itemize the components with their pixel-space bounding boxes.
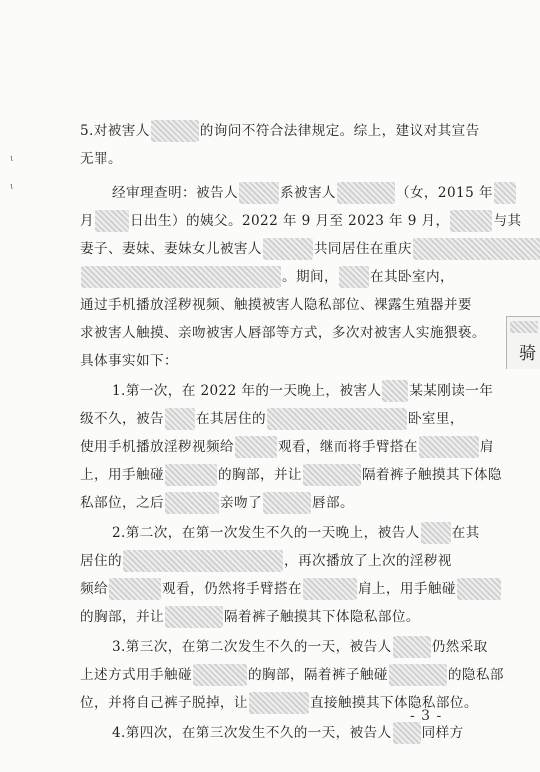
redacted-text [267,408,407,430]
text-segment: 。期间， [282,269,338,285]
text-segment: 肩 [479,439,494,455]
text-segment: 无罪。 [80,151,122,167]
text-line [80,606,420,628]
text-segment: 2.第二次，在第一次发生不久的一天晚上，被告人 [112,525,420,541]
text-segment: 肩上，用手触碰 [357,581,456,597]
redacted-text [421,522,451,544]
text-line [80,148,122,170]
page-number: - 3 - [410,708,443,724]
text-segment: 上述方式用手触碰 [80,667,192,683]
redacted-text [337,182,395,204]
redacted-text [123,550,283,572]
text-segment: 隔着裤子触摸其下体隐 [361,467,502,483]
text-segment: 观看，仍然将手臂搭在 [162,581,302,597]
text-line [80,578,502,600]
text-segment: 共同居住在重庆 [313,241,412,257]
text-line [80,266,454,288]
text-segment: 上，用手触碰 [80,467,164,483]
redacted-text [457,578,501,600]
redacted-text [235,436,277,458]
text-segment: 某某刚读一年 [409,383,494,399]
text-segment: 唇部。 [311,495,354,511]
redacted-text [95,210,129,232]
text-segment: 求被害人触摸、亲吻被害人唇部等方式，多次对被害人实施猥亵。 [80,325,486,341]
text-segment: 日出生）的姨父。2022 年 9 月至 2023 年 9 月， [130,213,450,229]
text-segment: 居住的 [80,553,122,569]
text-segment: 具体事实如下： [80,353,178,369]
text-line [80,120,480,142]
redacted-text [165,492,219,514]
text-segment: 系被害人 [279,185,336,201]
redacted-text [263,238,313,260]
text-segment: 仍然采取 [431,639,488,655]
text-segment: 的胸部，并让 [217,467,302,483]
text-line [80,664,504,686]
text-segment: 5.对被害人 [80,123,150,139]
text-segment: 观看，继而将手臂搭在 [277,439,418,455]
seal-character: 骑 [519,344,536,364]
text-line [112,722,464,744]
text-segment: 经审理查明：被告人 [112,185,238,201]
text-line [80,492,354,514]
text-segment: 亲吻了 [219,495,262,511]
redacted-text [382,380,408,402]
text-segment: 频给 [80,581,108,597]
redacted-text [151,120,199,142]
redacted-text [81,266,281,288]
text-line [112,522,480,544]
text-segment: 通过手机播放淫秽视频、触摸被害人隐私部位、裸露生殖器并要 [80,297,472,313]
redacted-seal-text [510,321,538,333]
seam-seal [506,316,540,369]
text-segment: 的胸部，并让 [80,609,164,625]
text-segment: 月 [80,213,94,229]
text-segment: 3.第三次，在第二次发生不久的一天，被告人 [112,639,392,655]
redacted-text [419,436,479,458]
text-line [112,182,517,204]
text-segment: 使用手机播放淫秽视频给 [80,439,234,455]
text-line [80,550,452,572]
text-line [80,408,464,430]
text-segment: 的胸部，隔着裤子触碰 [247,667,388,683]
text-segment: 在其卧室内， [369,269,454,285]
redacted-text [303,578,357,600]
text-line [112,636,488,658]
text-line [80,464,502,486]
redacted-text [109,578,161,600]
text-segment: 同样方 [421,725,464,741]
redacted-text [193,664,247,686]
text-segment: 在其 [451,525,480,541]
text-segment: 与其 [493,213,522,229]
redacted-text [450,210,492,232]
redacted-text [165,408,195,430]
redacted-text [494,182,516,204]
text-segment: 在其居住的 [195,411,266,427]
text-line [112,380,493,402]
text-line [80,238,540,260]
redacted-text [393,636,431,658]
redacted-text [389,664,447,686]
text-segment: ，再次播放了上次的淫秽视 [283,553,452,569]
text-segment: 卧室里， [407,411,464,427]
text-segment: 4.第四次，在第三次发生不久的一天，被告人 [112,725,392,741]
text-segment: 妻子、妻妹、妻妹女儿被害人 [80,241,262,257]
text-segment: 直接触摸其下体隐私部位。 [309,695,478,711]
text-line [80,350,178,372]
text-segment: 1.第一次，在 2022 年的一天晚上，被害人 [112,383,382,399]
redacted-text [303,464,361,486]
redacted-text [249,692,309,714]
text-line [80,436,494,458]
text-line [80,294,472,316]
redacted-text [413,238,540,260]
text-segment: 私部位，之后 [80,495,164,511]
text-line [80,210,521,232]
text-segment: 的隐私部 [447,667,504,683]
redacted-text [339,266,369,288]
text-line [80,322,486,344]
text-segment: 隔着裤子触摸其下体隐私部位。 [223,609,420,625]
margin-mark-1: ι [10,154,14,164]
redacted-text [239,182,279,204]
margin-mark-2: ι [10,182,14,192]
text-segment: 位，并将自己裤子脱掉，让 [80,695,248,711]
text-segment: 的询问不符合法律规定。综上，建议对其宣告 [199,123,480,139]
redacted-text [263,492,311,514]
text-segment: （女，2015 年 [395,185,493,201]
redacted-text [393,722,421,744]
redacted-text [165,464,217,486]
redacted-text [165,606,223,628]
text-segment: 级不久，被告 [80,411,164,427]
